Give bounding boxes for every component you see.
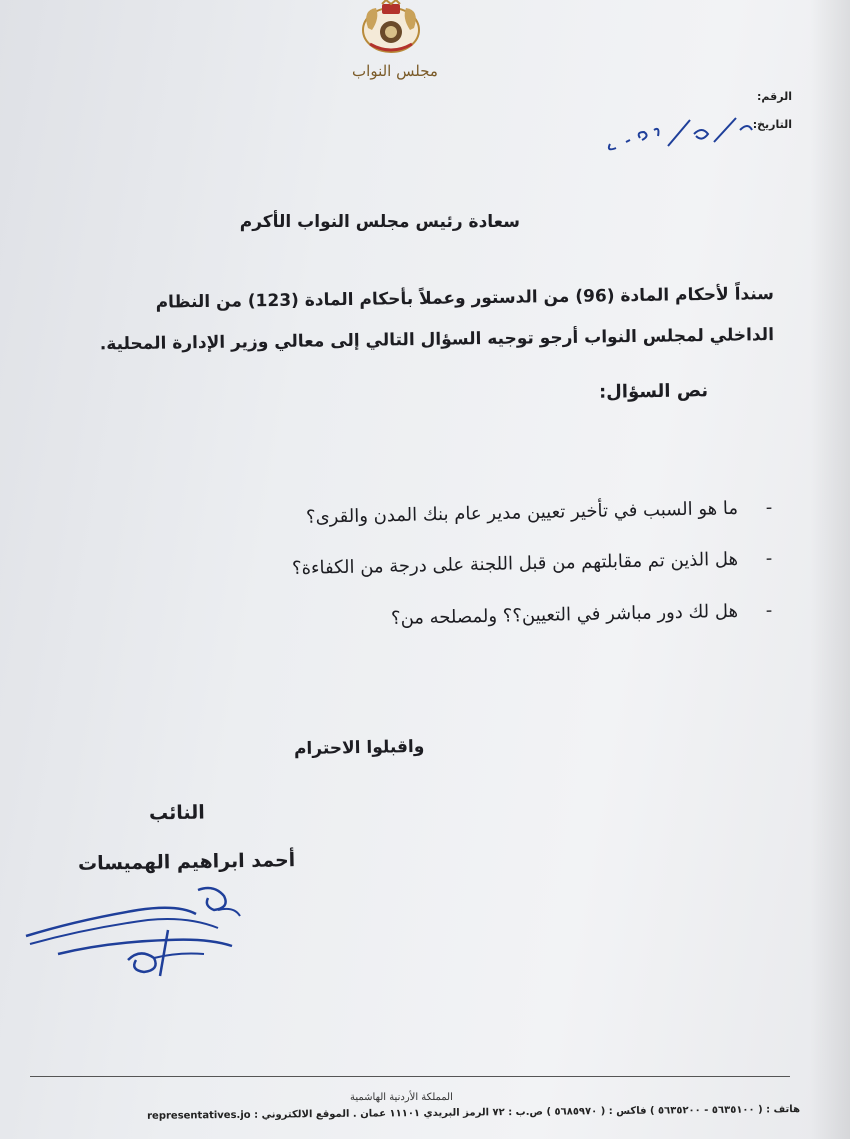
footer-divider — [30, 1076, 790, 1077]
question-item — [306, 497, 773, 528]
handwritten-signature — [18, 880, 258, 980]
signer-title: النائب — [149, 801, 206, 825]
question-item — [292, 548, 773, 579]
council-name: مجلس النواب — [352, 62, 438, 80]
question-heading: نص السؤال: — [598, 380, 709, 403]
closing-phrase: واقبلوا الاحترام — [293, 736, 425, 760]
intro-paragraph-line-2: الداخلي لمجلس النواب أرجو توجيه السؤال التالي إلى معالي وزير الإدارة المحلية. — [99, 325, 775, 355]
bullet-dash: - — [765, 600, 773, 622]
question-item — [391, 600, 773, 629]
royal-crest-icon — [358, 0, 424, 54]
salutation: سعادة رئيس مجلس النواب الأكرم — [239, 212, 520, 232]
question-text: هل الذين تم مقابلتهم من قبل اللجنة على درجة من الكفاءة؟ — [291, 548, 738, 580]
bullet-dash: - — [765, 547, 773, 570]
question-text: هل لك دور مباشر في التعيين؟؟ ولمصلحه من؟ — [390, 600, 738, 629]
footer-kingdom: المملكة الأردنية الهاشمية — [350, 1092, 453, 1103]
reference-label: الرقم: — [757, 90, 792, 103]
question-text: ما هو السبب في تأخير تعيين مدير عام بنك المدن والقرى؟ — [305, 497, 738, 528]
date-label: التاريخ: — [752, 118, 792, 131]
signer-name: أحمد ابراهيم الهميسات — [77, 849, 296, 875]
footer-contact: هاتف : ( ٥٦٣٥١٠٠ - ٥٦٣٥٢٠٠ ) فاكس : ( ٥٦٨٥٩٧٠ ) ص.ب : ٧٢ الرمز البريدي ١١١٠١ عمان . الموقع الالكتروني : representatives.jo — [147, 1104, 801, 1122]
page-shadow — [810, 0, 850, 1139]
bullet-dash: - — [765, 497, 773, 519]
intro-paragraph-line-1: سنداً لأحكام المادة (96) من الدستور وعملاً بأحكام المادة (123) من النظام — [155, 284, 775, 313]
handwritten-date — [596, 112, 766, 162]
